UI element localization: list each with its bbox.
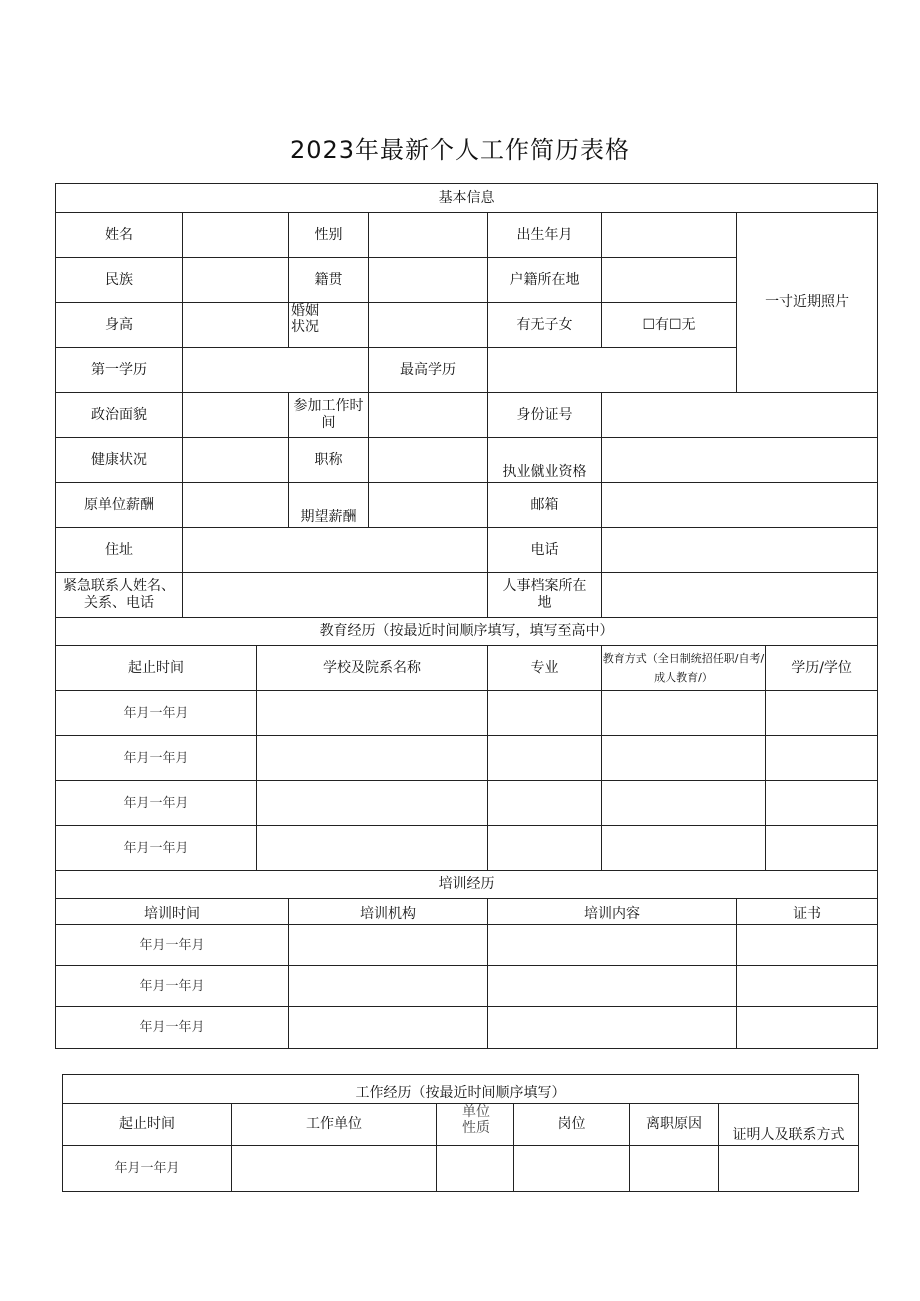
work-col-nature: 单位 性质	[437, 1104, 514, 1146]
train-row-cert[interactable]	[737, 1007, 878, 1049]
work-row-reason[interactable]	[630, 1146, 719, 1192]
edu-col-period: 起止时间	[56, 646, 257, 691]
expected-salary-label: 期望薪酬	[289, 483, 369, 528]
birth-label: 出生年月	[488, 213, 602, 258]
edu-col-mode: 教育方式（全日制统招任职/自考/成人教育/）	[602, 646, 766, 691]
marital-field[interactable]	[369, 303, 488, 348]
train-col-org: 培训机构	[289, 899, 488, 925]
prev-salary-label: 原单位薪酬	[56, 483, 183, 528]
edu-col-degree: 学历/学位	[766, 646, 878, 691]
children-options[interactable]: ☐有☐无	[602, 303, 737, 348]
edu-row-degree[interactable]	[766, 691, 878, 736]
address-field[interactable]	[183, 528, 488, 573]
train-row-org[interactable]	[289, 966, 488, 1007]
work-experience-table	[62, 1074, 859, 1192]
resume-main-table	[55, 183, 878, 1049]
training-header: 培训经历	[56, 871, 878, 899]
work-row-position[interactable]	[514, 1146, 630, 1192]
edu-row-mode[interactable]	[602, 826, 766, 871]
qualification-label: 执业僦业资格	[488, 438, 602, 483]
train-col-time: 培训时间	[56, 899, 289, 925]
id-no-label: 身份证号	[488, 393, 602, 438]
table-row	[56, 1007, 878, 1049]
highest-edu-field[interactable]	[488, 348, 737, 393]
edu-row-major[interactable]	[488, 781, 602, 826]
work-col-period: 起止时间	[63, 1104, 232, 1146]
edu-col-major: 专业	[488, 646, 602, 691]
work-row-period[interactable]: 年月一年月	[63, 1146, 232, 1192]
name-field[interactable]	[183, 213, 289, 258]
edu-row-mode[interactable]	[602, 736, 766, 781]
work-col-reference: 证明人及联系方式	[719, 1104, 859, 1146]
native-place-field[interactable]	[369, 258, 488, 303]
archive-label: 人事档案所在 地	[488, 573, 602, 618]
id-no-field[interactable]	[602, 393, 878, 438]
work-row-reference[interactable]	[719, 1146, 859, 1192]
ethnicity-field[interactable]	[183, 258, 289, 303]
train-row-cert[interactable]	[737, 966, 878, 1007]
train-row-cert[interactable]	[737, 925, 878, 966]
edu-row-period[interactable]: 年月一年月	[56, 691, 257, 736]
edu-row-degree[interactable]	[766, 736, 878, 781]
edu-row-period[interactable]: 年月一年月	[56, 781, 257, 826]
table-row	[56, 826, 878, 871]
table-row	[56, 691, 878, 736]
work-row-nature[interactable]	[437, 1146, 514, 1192]
email-label: 邮箱	[488, 483, 602, 528]
education-header: 教育经历（按最近时间顺序填写，填写至高中）	[56, 618, 878, 646]
train-row-time[interactable]: 年月一年月	[56, 925, 289, 966]
edu-row-mode[interactable]	[602, 781, 766, 826]
table-row	[63, 1146, 859, 1192]
marital-label: 婚姻 状况	[289, 303, 369, 348]
prev-salary-field[interactable]	[183, 483, 289, 528]
train-row-content[interactable]	[488, 966, 737, 1007]
edu-row-school[interactable]	[257, 736, 488, 781]
first-edu-label: 第一学历	[56, 348, 183, 393]
train-row-content[interactable]	[488, 925, 737, 966]
phone-field[interactable]	[602, 528, 878, 573]
emergency-field[interactable]	[183, 573, 488, 618]
prof-title-label: 职称	[289, 438, 369, 483]
edu-row-school[interactable]	[257, 781, 488, 826]
edu-row-degree[interactable]	[766, 781, 878, 826]
train-col-content: 培训内容	[488, 899, 737, 925]
basic-info-header: 基本信息	[56, 184, 878, 213]
edu-row-major[interactable]	[488, 691, 602, 736]
train-col-cert: 证书	[737, 899, 878, 925]
edu-row-major[interactable]	[488, 826, 602, 871]
prof-title-field[interactable]	[369, 438, 488, 483]
train-row-time[interactable]: 年月一年月	[56, 966, 289, 1007]
expected-salary-field[interactable]	[369, 483, 488, 528]
gender-field[interactable]	[369, 213, 488, 258]
edu-col-school: 学校及院系名称	[257, 646, 488, 691]
table-row	[56, 925, 878, 966]
work-start-field[interactable]	[369, 393, 488, 438]
archive-field[interactable]	[602, 573, 878, 618]
height-label: 身高	[56, 303, 183, 348]
page-title: 2023年最新个人工作简历表格	[289, 136, 631, 164]
table-row	[56, 781, 878, 826]
train-row-org[interactable]	[289, 925, 488, 966]
address-label: 住址	[56, 528, 183, 573]
edu-row-school[interactable]	[257, 826, 488, 871]
photo-box[interactable]: 一寸近期照片	[737, 213, 878, 393]
qualification-field[interactable]	[602, 438, 878, 483]
emergency-label: 紧急联系人姓名、 关系、电话	[56, 573, 183, 618]
phone-label: 电话	[488, 528, 602, 573]
work-start-label: 参加工作时 间	[289, 393, 369, 438]
work-header: 工作经历（按最近时间顺序填写）	[63, 1075, 859, 1104]
household-label: 户籍所在地	[488, 258, 602, 303]
work-col-position: 岗位	[514, 1104, 630, 1146]
household-field[interactable]	[602, 258, 737, 303]
name-label: 姓名	[56, 213, 183, 258]
edu-row-period[interactable]: 年月一年月	[56, 736, 257, 781]
birth-field[interactable]	[602, 213, 737, 258]
edu-row-major[interactable]	[488, 736, 602, 781]
work-row-company[interactable]	[232, 1146, 437, 1192]
work-col-reason: 离职原因	[630, 1104, 719, 1146]
height-field[interactable]	[183, 303, 289, 348]
native-place-label: 籍贯	[289, 258, 369, 303]
ethnicity-label: 民族	[56, 258, 183, 303]
work-col-company: 工作单位	[232, 1104, 437, 1146]
gender-label: 性别	[289, 213, 369, 258]
edu-row-school[interactable]	[257, 691, 488, 736]
political-field[interactable]	[183, 393, 289, 438]
health-field[interactable]	[183, 438, 289, 483]
political-label: 政治面貌	[56, 393, 183, 438]
train-row-content[interactable]	[488, 1007, 737, 1049]
train-row-time[interactable]: 年月一年月	[56, 1007, 289, 1049]
email-field[interactable]	[602, 483, 878, 528]
children-label: 有无子女	[488, 303, 602, 348]
first-edu-field[interactable]	[183, 348, 369, 393]
table-row	[56, 966, 878, 1007]
table-row	[56, 736, 878, 781]
edu-row-mode[interactable]	[602, 691, 766, 736]
health-label: 健康状况	[56, 438, 183, 483]
train-row-org[interactable]	[289, 1007, 488, 1049]
edu-row-period[interactable]: 年月一年月	[56, 826, 257, 871]
highest-edu-label: 最高学历	[369, 348, 488, 393]
edu-row-degree[interactable]	[766, 826, 878, 871]
